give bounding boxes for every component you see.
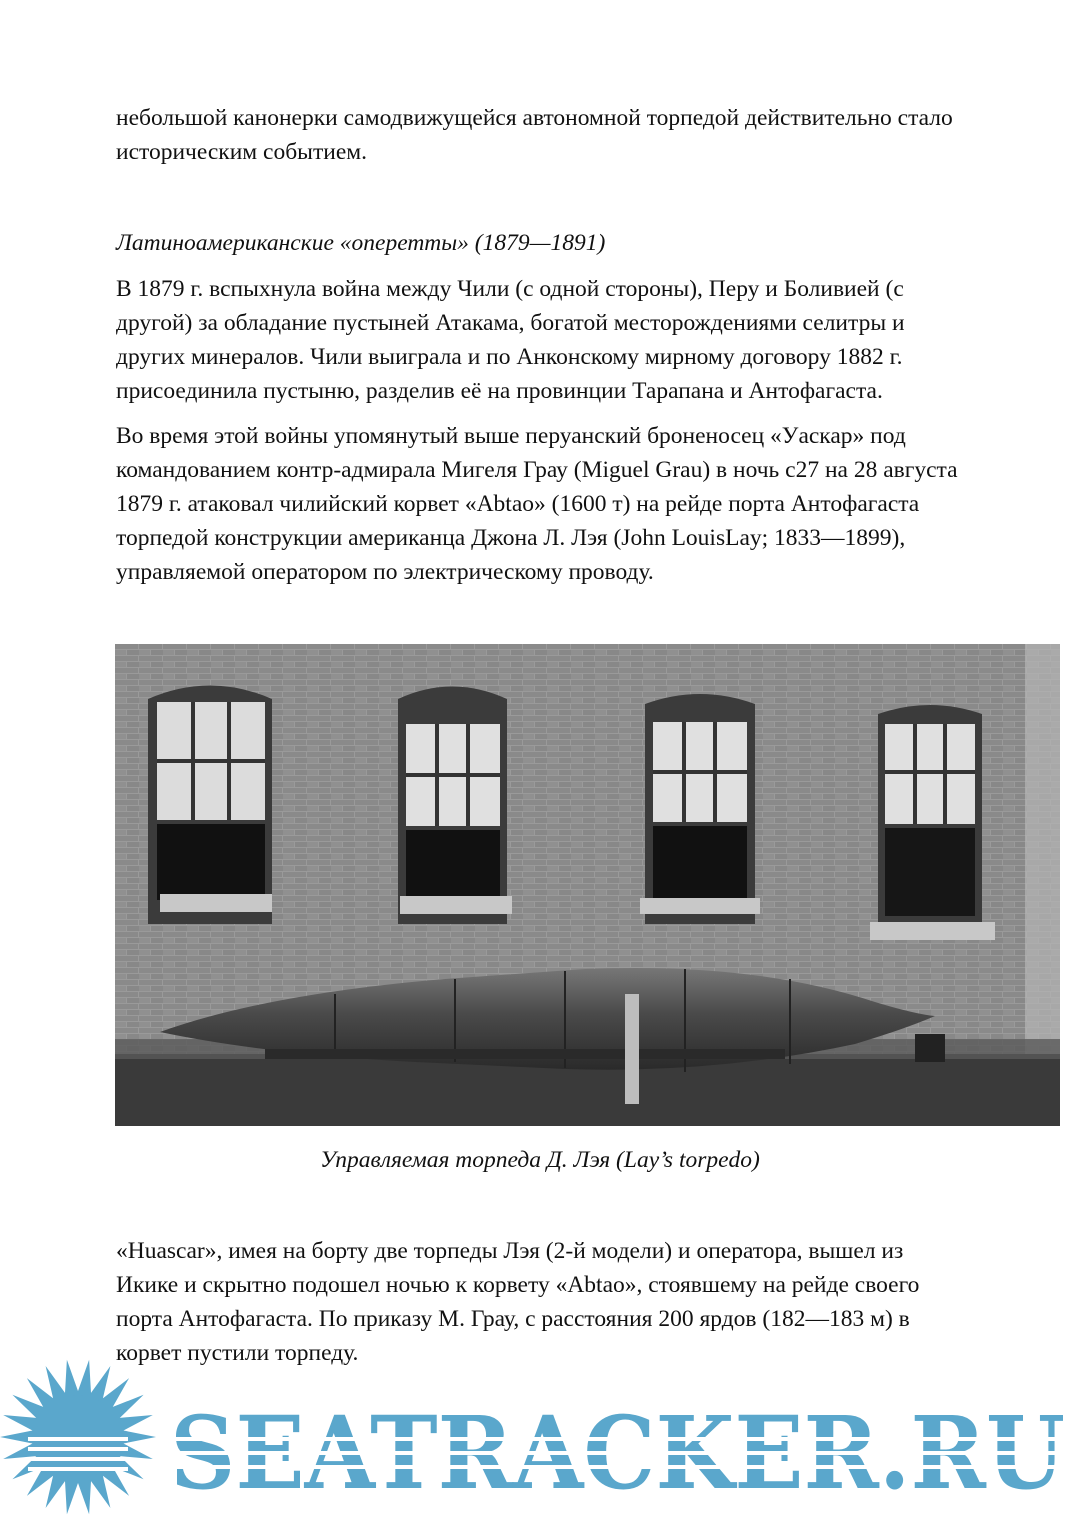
sun-icon (0, 1360, 156, 1514)
seatracker-watermark (0, 1355, 1080, 1515)
paragraph-attack: Во время этой войны упомянутый выше перуанский броненосец «Уаскар» под командованием контр-адмирала Мигеля Грау (Miguel Grau) в ночь с27 на 28 августа 1879 г. атаковал чилийский корвет «Abtao» (1600 т) на рейде порта Антофагаста торпедой конструкции американца Джона Л. Лэя (John LouisLay; 1833—1899), управляемой оператором по электрическому проводу. (116, 423, 958, 585)
paragraph-huascar: «Huascar», имея на борту две торпеды Лэя (2-й модели) и оператора, вышел из Икике и скрытно подошел ночью к корвету «Abtao», стоявшему на рейде своего порта Антофагаста. По приказу М. Грау, с расстояния 200 ярдов (182—183 м) в корвет пустили торпеду. (116, 1238, 920, 1366)
window-2 (398, 687, 512, 925)
window-1 (148, 686, 272, 925)
figure-caption: Управляемая торпеда Д. Лэя (Lay’s torpedo) (320, 1147, 760, 1173)
window-3 (640, 694, 760, 924)
torpedo-photo (115, 644, 1060, 1126)
section-heading: Латиноамериканские «оперетты» (1879—1891) (116, 230, 606, 256)
paragraph-war: В 1879 г. вспыхнула война между Чили (с одной стороны), Перу и Боливией (с другой) за обладание пустыней Атакама, богатой месторождениями селитры и других минералов. Чили выиграла и по Анконскому мирному договору 1882 г. присоединила пустыню, разделив её на провинции Тарапана и Антофагаста. (116, 276, 905, 404)
intro-paragraph: небольшой канонерки самодвижущейся автономной торпедой действительно стало историческим событием. (116, 105, 953, 165)
window-4 (870, 705, 995, 940)
